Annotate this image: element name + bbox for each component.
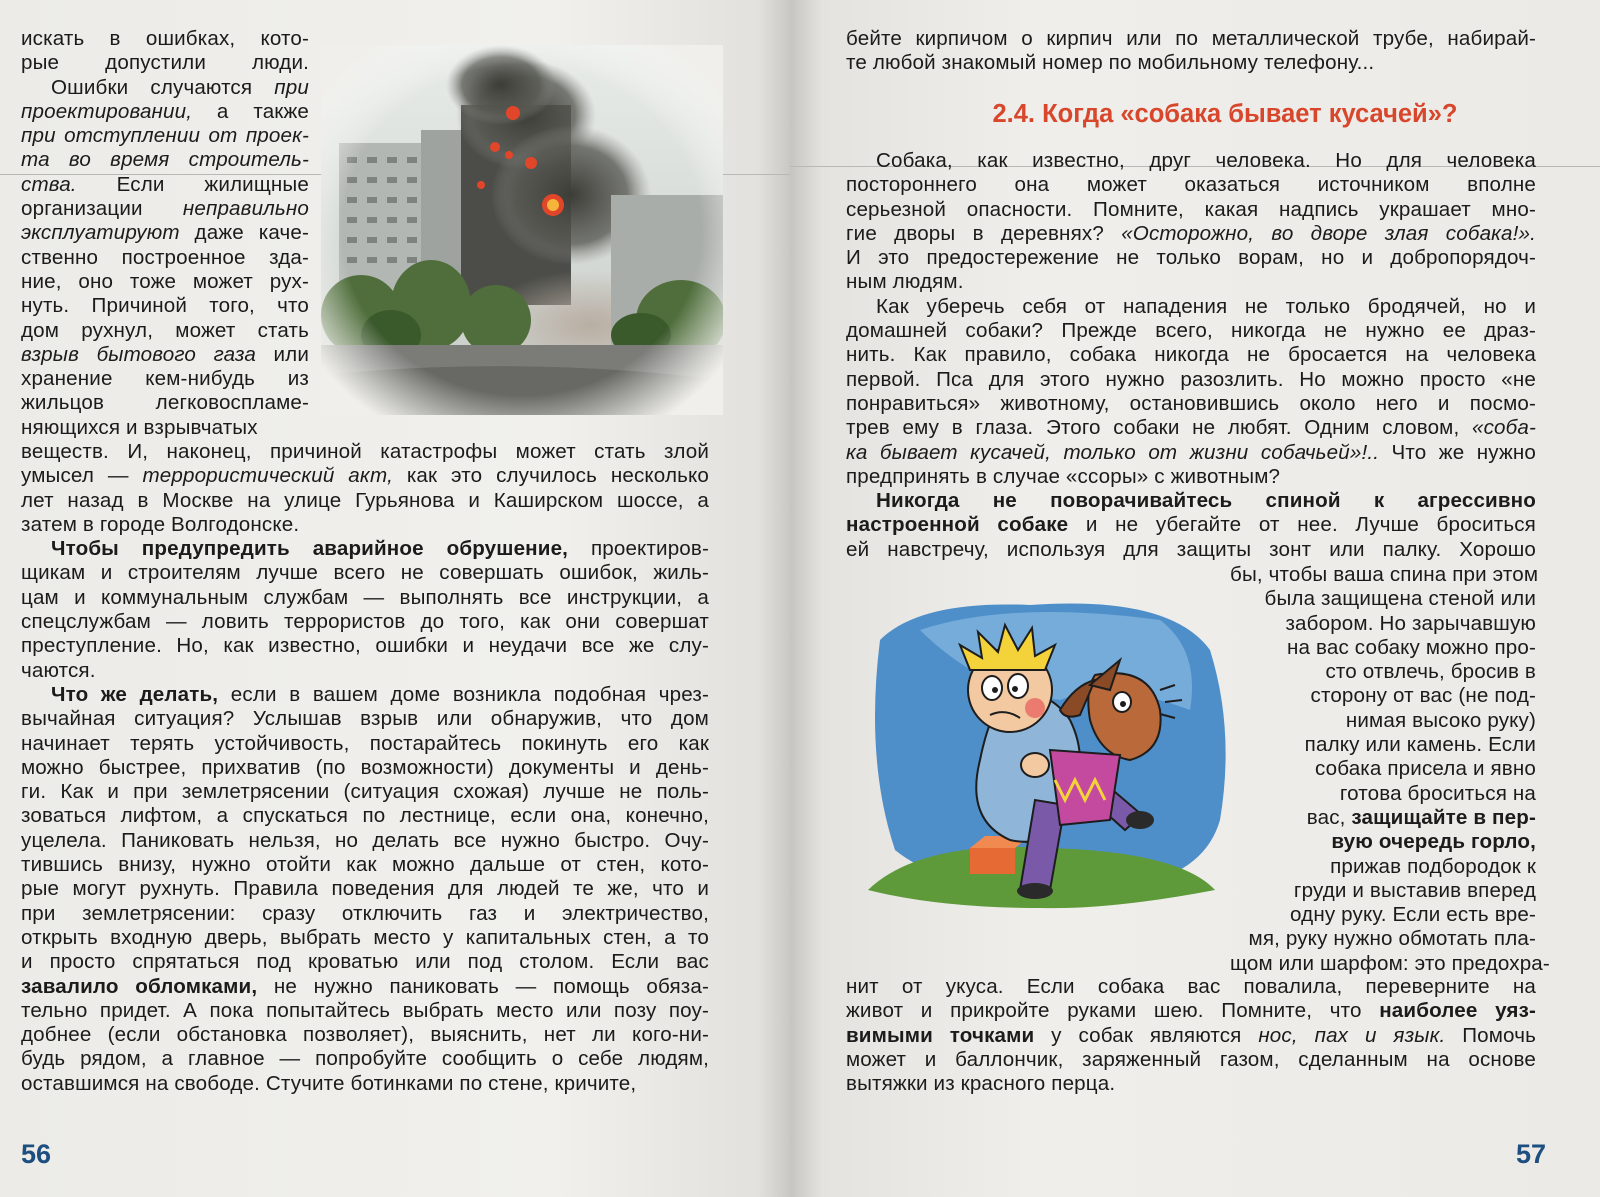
text-line (1230, 855, 1536, 879)
text-run: зоваться лифтом, а спускаться по лестнице, если она, конечно, (21, 804, 709, 828)
text-run: Никогда не поворачивайтесь спиной к агрессивно (876, 489, 1536, 513)
text-run: гие дворы в деревнях? (846, 221, 1122, 245)
text-run: лет назад в Москве на улице Гурьянова и Каширском шоссе, а (21, 488, 709, 512)
text-line (846, 343, 1536, 367)
text-line (21, 294, 309, 318)
text-line (846, 27, 1536, 51)
boy-and-dog-illustration (860, 590, 1240, 920)
text-line (21, 853, 709, 877)
text-run: или (255, 342, 309, 366)
text-line (1230, 951, 1550, 976)
text-run: те любой знакомый номер по мобильному телефону... (846, 51, 1375, 75)
text-run: нуть. Причиной того, что (21, 294, 309, 318)
text-line (21, 513, 709, 537)
text-line (846, 319, 1536, 343)
text-run: щикам и строителям лучше всего не совершать ошибок, жиль- (21, 561, 709, 585)
text-run: нос, пах и язык. (1258, 1023, 1446, 1047)
text-run: настроенной собаке (846, 513, 1069, 537)
text-run: террористический акт, (142, 464, 393, 488)
text-run: как это случилось несколько (392, 464, 709, 488)
text-line (21, 343, 309, 367)
text-line (1230, 757, 1536, 781)
text-run: даже каче- (179, 221, 309, 245)
text-run: первой. Пса для этого нужно разозлить. Но можно просто «не (846, 367, 1536, 391)
text-line (846, 295, 1536, 319)
text-run: была защищена стеной или (1264, 587, 1536, 611)
text-run: тельно придет. А пока попытайтесь выбрать место или позу поу- (21, 998, 709, 1022)
text-run: бейте кирпичом о кирпич или по металлической трубе, набирай- (846, 27, 1536, 50)
left-body-text (21, 440, 709, 1096)
text-run: на вас собаку можно про- (1287, 635, 1536, 659)
text-line (846, 270, 1536, 294)
text-line (21, 464, 709, 488)
text-run: оставшимся на свободе. Стучите ботинками по стене, кричите, (21, 1071, 637, 1095)
text-line (846, 222, 1536, 246)
text-run: добнее (если обстановка позволяет), выяснить, нет ли кого-ни- (21, 1023, 709, 1047)
text-line (846, 1072, 1536, 1096)
text-run: если в вашем доме возникла подобная чрез- (218, 682, 710, 706)
text-run: И это предостережение не только ворам, но и добропорядоч- (846, 246, 1536, 270)
text-run: жильцов легковоспламе- (21, 391, 309, 415)
text-line (21, 877, 709, 901)
text-run: одну руку. Если есть вре- (1290, 903, 1536, 927)
text-run: чаются. (21, 658, 96, 682)
text-line (21, 440, 709, 464)
text-line (21, 683, 709, 707)
text-run: нить. Как правило, собака никогда не бросается на человека (846, 343, 1536, 367)
text-run: сто отвлечь, бросив в (1325, 660, 1536, 684)
text-line (846, 368, 1536, 392)
text-line (21, 391, 309, 415)
text-line (1230, 660, 1536, 684)
text-run: готова броситься на (1339, 781, 1536, 805)
text-run: трев ему в глаза. Этого собаки не любят. Одним словом, (846, 416, 1472, 440)
left-column-text (21, 27, 309, 440)
text-run: проектировании, (21, 99, 193, 123)
text-run: Чтобы предупредить аварийное обрушение, (51, 537, 569, 561)
text-run: защищайте в пер- (1351, 805, 1536, 829)
text-line (846, 465, 1536, 489)
text-line (21, 586, 709, 610)
text-line (21, 902, 709, 926)
text-run: няющихся и взрывчатых (21, 415, 258, 439)
right-body-text (846, 149, 1536, 562)
text-line (846, 513, 1536, 537)
text-run: вимыми точками (846, 1023, 1035, 1047)
section-heading: 2.4. Когда «собака бывает кусачей»? (992, 100, 1458, 128)
text-run: Собака, как известно, друг человека. Но для человека (876, 149, 1536, 172)
text-line (21, 416, 309, 440)
text-run: серьезной опасности. Помните, какая надпись украшает мно- (846, 197, 1536, 221)
text-run: домашней собаки? Прежде всего, никогда не нужно ее драз- (846, 319, 1536, 343)
text-run: у собак являются (1034, 1023, 1259, 1047)
text-line (21, 148, 309, 172)
text-line (1230, 903, 1536, 927)
text-run: Как уберечь себя от нападения не только бродячей, но и (876, 294, 1536, 318)
right-top-text (846, 27, 1536, 76)
text-run: умысел — (21, 464, 143, 488)
text-run: эксплуатируют (21, 221, 180, 245)
right-page (790, 0, 1600, 1197)
text-run: нимая высоко руку) (1345, 708, 1536, 732)
text-run: ства. (21, 172, 77, 196)
text-line (846, 999, 1536, 1023)
text-run: спецслужбам — ловить террористов до того, как они совершат (21, 610, 709, 634)
text-line (1230, 684, 1536, 708)
text-line (21, 780, 709, 804)
text-run: наиболее уяз- (1379, 999, 1536, 1023)
text-line (846, 441, 1536, 465)
text-line (21, 1072, 709, 1096)
text-run: неправильно (182, 197, 309, 221)
text-line (1230, 733, 1536, 757)
text-line (21, 537, 709, 561)
text-run: организации (21, 197, 183, 221)
text-line (1230, 830, 1536, 854)
text-run: ей навстречу, используя для защиты зонт или палку. Хорошо (846, 537, 1536, 561)
text-run: рые допустили люди. (21, 51, 309, 75)
page-number-right: 57 (1515, 1139, 1546, 1169)
text-run: может и баллончик, заряженный газом, сделанным на основе (846, 1047, 1536, 1071)
text-run: ственно построенное зда- (21, 245, 309, 269)
text-line (21, 829, 709, 853)
text-run: при отступлении от проек- (21, 124, 309, 148)
text-run: собака присела и явно (1314, 757, 1536, 781)
text-line (1230, 927, 1536, 951)
text-run: бы, чтобы ваша спина при этом (1230, 563, 1539, 586)
text-line (846, 538, 1536, 562)
text-run: при (274, 75, 309, 99)
text-run: забором. Но зарычавшую (1285, 611, 1536, 635)
text-run: Что же нужно (1379, 440, 1536, 464)
text-line (21, 561, 709, 585)
text-line (1230, 806, 1536, 830)
text-line (21, 756, 709, 780)
text-line (21, 634, 709, 658)
text-line (21, 999, 709, 1023)
text-line (846, 489, 1536, 513)
text-run: при землетрясении: сразу отключить газ и электричество, (21, 901, 709, 925)
text-run: прижав подбородок к (1330, 854, 1536, 878)
text-run: ка бывает кусачей, только от жизни собачьей»!.. (846, 440, 1380, 464)
text-run: ги. Как и при землетрясении (ситуация схожая) лучше не поль- (21, 780, 709, 804)
text-run: будь рядом, а главное — попробуйте сообщить о себе людям, (21, 1047, 709, 1071)
text-run: предпринять в случае «ссоры» с животным? (846, 464, 1281, 488)
text-line (21, 367, 309, 391)
text-line (1230, 563, 1539, 587)
text-run: понравиться» животному, остановившись около него и посмо- (846, 391, 1536, 415)
text-run: мя, руку нужно обмотать пла- (1248, 927, 1536, 951)
text-run: веществ. И, наконец, причиной катастрофы может стать злой (21, 440, 709, 463)
text-line (21, 76, 309, 100)
text-run: хранение кем-нибудь из (21, 367, 309, 391)
text-run: та во время строитель- (21, 148, 309, 172)
text-line (1230, 636, 1536, 660)
text-run: не нужно паниковать — помощь обяза- (257, 974, 709, 998)
text-line (21, 489, 709, 513)
text-run: дом рухнул, может стать (21, 318, 309, 342)
text-line (21, 926, 709, 950)
text-run: проектиров- (568, 537, 709, 561)
text-line (21, 804, 709, 828)
text-line (846, 51, 1536, 75)
text-line (21, 246, 309, 270)
text-line (1230, 612, 1536, 636)
text-line (21, 659, 709, 683)
text-run: можно быстрее, прихватив (по возможности) документы и день- (21, 755, 709, 779)
text-run: тившись внизу, нужно отойти как можно дальше от стен, кото- (21, 853, 709, 877)
text-run: сторону от вас (не под- (1310, 684, 1536, 708)
text-line (846, 416, 1536, 440)
text-run: вую очередь горло, (1331, 830, 1536, 854)
text-run: груди и выставив вперед (1293, 878, 1536, 902)
text-run: Помочь (1445, 1023, 1536, 1047)
text-line (846, 173, 1536, 197)
left-page (0, 0, 790, 1197)
text-run: уцелела. Паниковать нельзя, но делать все нужно быстро. Очу- (21, 828, 709, 852)
text-run: «Осторожно, во дворе злая собака!». (1121, 221, 1536, 245)
text-run: затем в городе Волгодонске. (21, 512, 300, 536)
text-run: вычайная ситуация? Услышав взрыв или обнаружив, что дом (21, 707, 709, 731)
text-line (21, 51, 309, 75)
text-run: ным людям. (846, 270, 964, 294)
text-line (21, 197, 309, 221)
text-line (846, 198, 1536, 222)
text-line (846, 392, 1536, 416)
text-run: постороннего она может оказаться источником вполне (846, 173, 1536, 197)
text-run: искать в ошибках, кото- (21, 27, 309, 50)
text-line (21, 100, 309, 124)
text-line (21, 1023, 709, 1047)
text-line (21, 975, 709, 999)
text-line (21, 221, 309, 245)
text-line (21, 707, 709, 731)
text-line (21, 732, 709, 756)
text-run: ние, оно тоже может рух- (21, 269, 309, 293)
text-run: Если жилищные (76, 172, 309, 196)
text-run: «соба- (1472, 416, 1536, 440)
text-run: а также (192, 99, 309, 123)
right-wrap-text (1230, 563, 1550, 976)
text-line (846, 1024, 1536, 1048)
right-bottom-text (846, 975, 1536, 1096)
text-run: завалило обломками, (21, 974, 258, 998)
text-run: Ошибки случаются (51, 75, 275, 99)
text-run: и просто спрятаться под кроватью или под столом. Если вас (21, 950, 709, 974)
text-run: преступление. Но, как известно, ошибки и неудачи все же слу- (21, 634, 709, 658)
text-run: нит от укуса. Если собака вас повалила, переверните на (846, 975, 1536, 998)
text-line (21, 1047, 709, 1071)
text-run: открыть входную дверь, выбрать место у капитальных стен, а то (21, 925, 709, 949)
text-line (846, 149, 1536, 173)
text-run: живот и прикройте руками шею. Помните, что (846, 999, 1380, 1023)
text-line (846, 975, 1536, 999)
text-line (846, 1048, 1536, 1072)
text-line (1230, 587, 1536, 611)
text-run: и не убегайте от нее. Лучше броситься (1068, 513, 1536, 537)
text-line (846, 246, 1536, 270)
text-run: Что же делать, (51, 682, 219, 706)
page-number-left: 56 (21, 1139, 52, 1169)
text-line (21, 610, 709, 634)
text-run: рые могут рухнуть. Правила поведения для людей те же, что и (21, 877, 709, 901)
text-run: щом или шарфом: это предохра- (1230, 951, 1550, 975)
text-line (21, 124, 309, 148)
text-line (21, 319, 309, 343)
text-line (21, 950, 709, 974)
text-run: взрыв бытового газа (21, 342, 256, 366)
text-line (1230, 709, 1536, 733)
text-line (21, 270, 309, 294)
text-line (1230, 879, 1536, 903)
text-line (21, 27, 309, 51)
text-run: цам и коммунальным службам — выполнять все инструкции, а (21, 585, 709, 609)
text-run: начинает терять устойчивость, постарайтесь покинуть его как (21, 731, 709, 755)
text-run: вытяжки из красного перца. (846, 1072, 1116, 1096)
collapsed-building-photo (321, 45, 723, 415)
text-run: палку или камень. Если (1304, 733, 1536, 757)
text-line (1230, 782, 1536, 806)
text-run: вас, (1306, 805, 1352, 829)
text-line (21, 173, 309, 197)
